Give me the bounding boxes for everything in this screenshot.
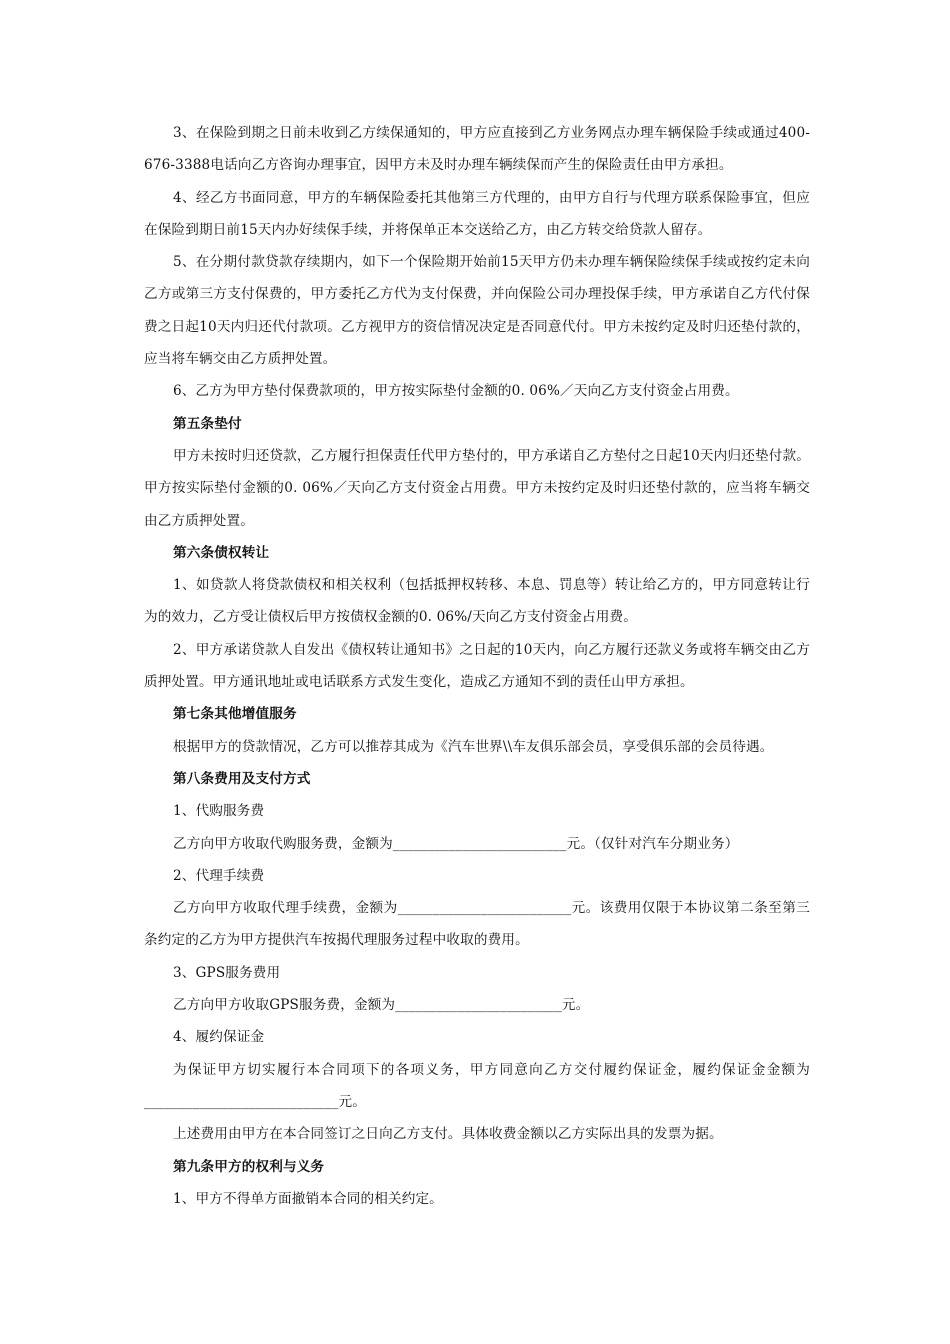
fee-gps-amount: 乙方向甲方收取GPS服务费，金额为________________________元。 [173,997,590,1014]
section-heading-9: 第九条甲方的权利与义务 [173,1158,325,1175]
paragraph-rights-1: 1、甲方不得单方面撤销本合同的相关约定。 [173,1190,443,1207]
fee-item-gps: 3、GPS服务费用 [173,964,281,981]
fee-purchase-service-amount: 乙方向甲方收取代购服务费，金额为_________________________元。（仅针对汽车分期业务） [173,835,739,852]
paragraph-fee-payment: 上述费用由甲方在本合同签订之日向乙方支付。具体收费金额以乙方实际出具的发票为据。 [173,1126,723,1143]
section-heading-5: 第五条垫付 [173,415,242,432]
section-heading-7: 第七条其他增值服务 [173,706,297,723]
section-heading-8: 第八条费用及支付方式 [173,770,311,787]
fee-agency-amount: 乙方向甲方收取代理手续费，金额为_________________________元。该费用仅限于本协议第二条至第三条约定的乙方为甲方提供汽车按揭代理服务过程中收取的费用。 [144,900,810,949]
paragraph-assignment-2: 2、甲方承诺贷款人自发出《债权转让通知书》之日起的10天内，向乙方履行还款义务或将车辆交由乙方质押处置。甲方通讯地址或电话联系方式发生变化，造成乙方通知不到的责任山甲方承担。 [144,641,810,691]
paragraph-insurance-6: 6、乙方为甲方垫付保费款项的，甲方按实际垫付金额的0. 06%／天向乙方支付资金占用费。 [173,383,739,400]
fee-item-deposit: 4、履约保证金 [173,1029,265,1046]
section-heading-6: 第六条债权转让 [173,544,270,561]
paragraph-insurance-5: 5、在分期付款贷款存续期内，如下一个保险期开始前15天甲方仍未办理车辆保险续保手续或按约定未向乙方或第三方支付保费的，甲方委托乙方代为支付保费，并向保险公司办理投保手续，甲方承诺自乙方代付保费之日起10天内归还代付款项。乙方视甲方的资信情况决定是否同意代付。甲方未按约定及时归还垫付款的，应当将车辆交由乙方质押处置。 [144,254,810,368]
paragraph-insurance-4: 4、经乙方书面同意，甲方的车辆保险委托其他第三方代理的，由甲方自行与代理方联系保险事宜，但应在保险到期日前15天内办好续保手续，并将保单正本交送给乙方，由乙方转交给贷款人留存。 [144,189,810,238]
paragraph-advance-payment: 甲方未按时归还贷款，乙方履行担保责任代甲方垫付的，甲方承诺自乙方垫付之日起10天内归还垫付款。甲方按实际垫付金额的0. 06%／天向乙方支付资金占用费。甲方未按约定及时归还垫付款的，应当将车辆交由乙方质押处置。 [144,447,811,529]
fee-item-agency: 2、代理手续费 [173,867,265,884]
document-body [144,117,815,1215]
paragraph-value-added: 根据甲方的贷款情况，乙方可以推荐其成为《汽车世界\\车友俱乐部会员，享受俱乐部的会员待遇。 [173,738,774,755]
fee-deposit-amount: 为保证甲方切实履行本合同项下的各项义务，甲方同意向乙方交付履约保证金，履约保证金金额为 ____________________________元。 [144,1061,815,1110]
paragraph-insurance-3: 3、在保险到期之日前未收到乙方续保通知的，甲方应直接到乙方业务网点办理车辆保险手续或通过400-676-3388电话向乙方咨询办理事宜，因甲方未及时办理车辆续保而产生的保险责任由甲方承担。 [144,125,810,174]
fee-item-purchase-service: 1、代购服务费 [173,803,265,820]
paragraph-assignment-1: 1、如贷款人将贷款债权和相关权利（包括抵押权转移、本息、罚息等）转让给乙方的，甲方同意转让行为的效力，乙方受让债权后甲方按债权金额的0. 06%/天向乙方支付资金占用费。 [144,577,810,626]
